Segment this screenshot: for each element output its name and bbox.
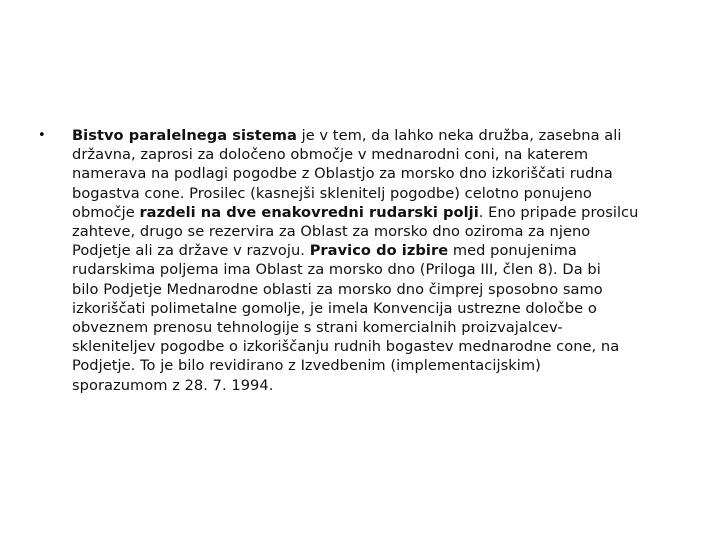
bullet-icon: •: [38, 128, 46, 143]
paragraph-line: [72, 318, 684, 337]
emphasized-text: Pravico do izbire: [309, 242, 449, 260]
body-text: državna, zaprosi za določeno območje v mednarodni coni, na katerem: [72, 146, 589, 164]
paragraph-line: [72, 376, 684, 395]
body-text: obveznem prenosu tehnologije s strani komercialnih proizvajalcev-: [72, 319, 563, 337]
paragraph-line: [72, 260, 684, 279]
paragraph-line: [72, 241, 684, 260]
body-text: Podjetje. To je bilo revidirano z Izvedbenim (implementacijskim): [72, 357, 541, 375]
paragraph-line: [72, 222, 684, 241]
paragraph-line: [72, 145, 684, 164]
body-text: rudarskima poljema ima Oblast za morsko dno (Priloga III, člen 8). Da bi: [72, 261, 601, 279]
body-text: območje: [72, 203, 140, 221]
bullet-paragraph: [72, 126, 684, 395]
body-text: bogastva cone. Prosilec (kasnejši sklenitelj pogodbe) celotno ponujeno: [72, 184, 592, 202]
body-text: bilo Podjetje Mednarodne oblasti za morsko dno čimprej sposobno samo: [72, 280, 603, 298]
paragraph-line: [72, 280, 684, 299]
bullet-item: [36, 126, 684, 395]
emphasized-text: razdeli na dve enakovredni rudarski polji: [139, 203, 479, 221]
emphasized-text: Bistvo paralelnega sistema: [72, 127, 297, 144]
body-text: sporazumom z 28. 7. 1994.: [72, 376, 274, 394]
body-text: izkoriščati polimetalne gomolje, je imela Konvencija ustrezne določbe o: [72, 299, 597, 317]
body-text: namerava na podlagi pogodbe z Oblastjo za morsko dno izkoriščati rudna: [72, 165, 613, 183]
body-text: zahteve, drugo se rezervira za Oblast za morsko dno oziroma za njeno: [72, 223, 591, 241]
body-text: skleniteljev pogodbe o izkoriščanju rudnih bogastev mednarodne cone, na: [72, 338, 620, 356]
body-text: Podjetje ali za države v razvoju.: [72, 242, 310, 260]
paragraph-line: [72, 337, 684, 356]
body-text: je v tem, da lahko neka družba, zasebna ali: [296, 127, 622, 144]
body-text: . Eno pripade prosilcu: [478, 203, 639, 221]
paragraph-line: [72, 356, 684, 375]
paragraph-line: [72, 126, 684, 145]
paragraph-line: [72, 164, 684, 183]
body-text: med ponujenima: [448, 242, 577, 260]
paragraph-line: [72, 203, 684, 222]
paragraph-line: [72, 184, 684, 203]
paragraph-line: [72, 299, 684, 318]
